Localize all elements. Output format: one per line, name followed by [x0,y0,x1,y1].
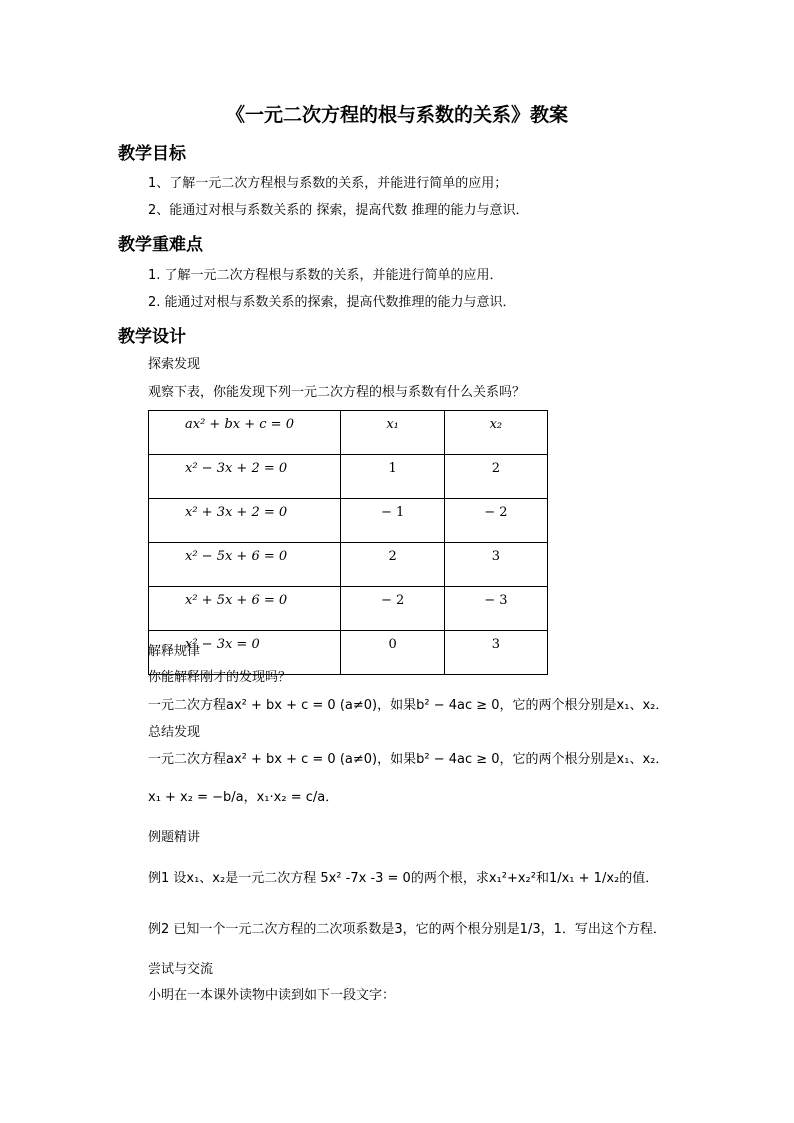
table-cell-x2: 2 [444,455,547,499]
try-line: 小明在一本课外读物中读到如下一段文字： [148,988,396,1003]
page-title: 《一元二次方程的根与系数的关系》教案 [225,104,568,126]
objectives-heading: 教学目标 [118,144,186,164]
table-cell-x1: − 1 [341,499,444,543]
table-header-x1: x₁ [341,411,444,455]
summary-formula: x₁ + x₂ = −b/a，x₁·x₂ = c/a． [148,790,339,805]
table-cell-x2: − 3 [444,587,547,631]
table-row [149,587,548,631]
summary-line: 一元二次方程ax² + bx + c = 0 (a≠0)，如果b² − 4ac ≥ 0，它的两个根分别是x₁、x₂． [148,752,669,767]
try-label: 尝试与交流 [148,962,214,977]
table-cell-eq: x² − 3x + 2 = 0 [149,455,341,499]
table-cell-eq: x² − 3x = 0 [149,631,341,675]
explore-prompt: 观察下表，你能发现下列一元二次方程的根与系数有什么关系吗？ [148,385,526,400]
examples-label: 例题精讲 [148,830,201,845]
design-heading: 教学设计 [118,327,186,347]
table-row [149,631,548,675]
table-cell-eq: x² + 5x + 6 = 0 [149,587,341,631]
table-cell-x1: 1 [341,455,444,499]
roots-coefficients-table [148,410,548,675]
example-1: 例1 设x₁、x₂是一元二次方程 5x² -7x -3 = 0的两个根，求x₁²+x₂²和1/x₁ + 1/x₂的值． [148,871,659,886]
table-header-eq: ax² + bx + c = 0 [149,411,341,455]
explain-question: 你能解释刚才的发现吗？ [148,670,292,685]
table-cell-x2: − 2 [444,499,547,543]
summary-label: 总结发现 [148,725,201,740]
table-cell-eq: x² − 5x + 6 = 0 [149,543,341,587]
table-cell-eq: x² + 3x + 2 = 0 [149,499,341,543]
table-row [149,499,548,543]
key-point-item-1: 1. 了解一元二次方程根与系数的关系，并能进行简单的应用． [148,268,503,283]
table-header-row [149,411,548,455]
key-point-item-2: 2. 能通过对根与系数关系的探索，提高代数推理的能力与意识． [148,295,516,310]
objective-item-2: 2、能通过对根与系数关系的 探索，提高代数 推理的能力与意识． [148,203,529,218]
explain-label: 解释规律 [148,644,201,659]
table-row [149,543,548,587]
table-row [149,455,548,499]
objective-item-1: 1、了解一元二次方程根与系数的关系，并能进行简单的应用； [148,176,508,191]
table-cell-x2: 3 [444,631,547,675]
explain-line: 一元二次方程ax² + bx + c = 0 (a≠0)，如果b² − 4ac ≥ 0，它的两个根分别是x₁、x₂． [148,698,669,713]
key-points-heading: 教学重难点 [118,235,203,255]
table-cell-x1: − 2 [341,587,444,631]
explore-label: 探索发现 [148,357,201,372]
table-cell-x1: 2 [341,543,444,587]
example-2: 例2 已知一个一元二次方程的二次项系数是3，它的两个根分别是1/3，1．写出这个方程． [148,922,666,937]
table-cell-x1: 0 [341,631,444,675]
table-cell-x2: 3 [444,543,547,587]
table-header-x2: x₂ [444,411,547,455]
